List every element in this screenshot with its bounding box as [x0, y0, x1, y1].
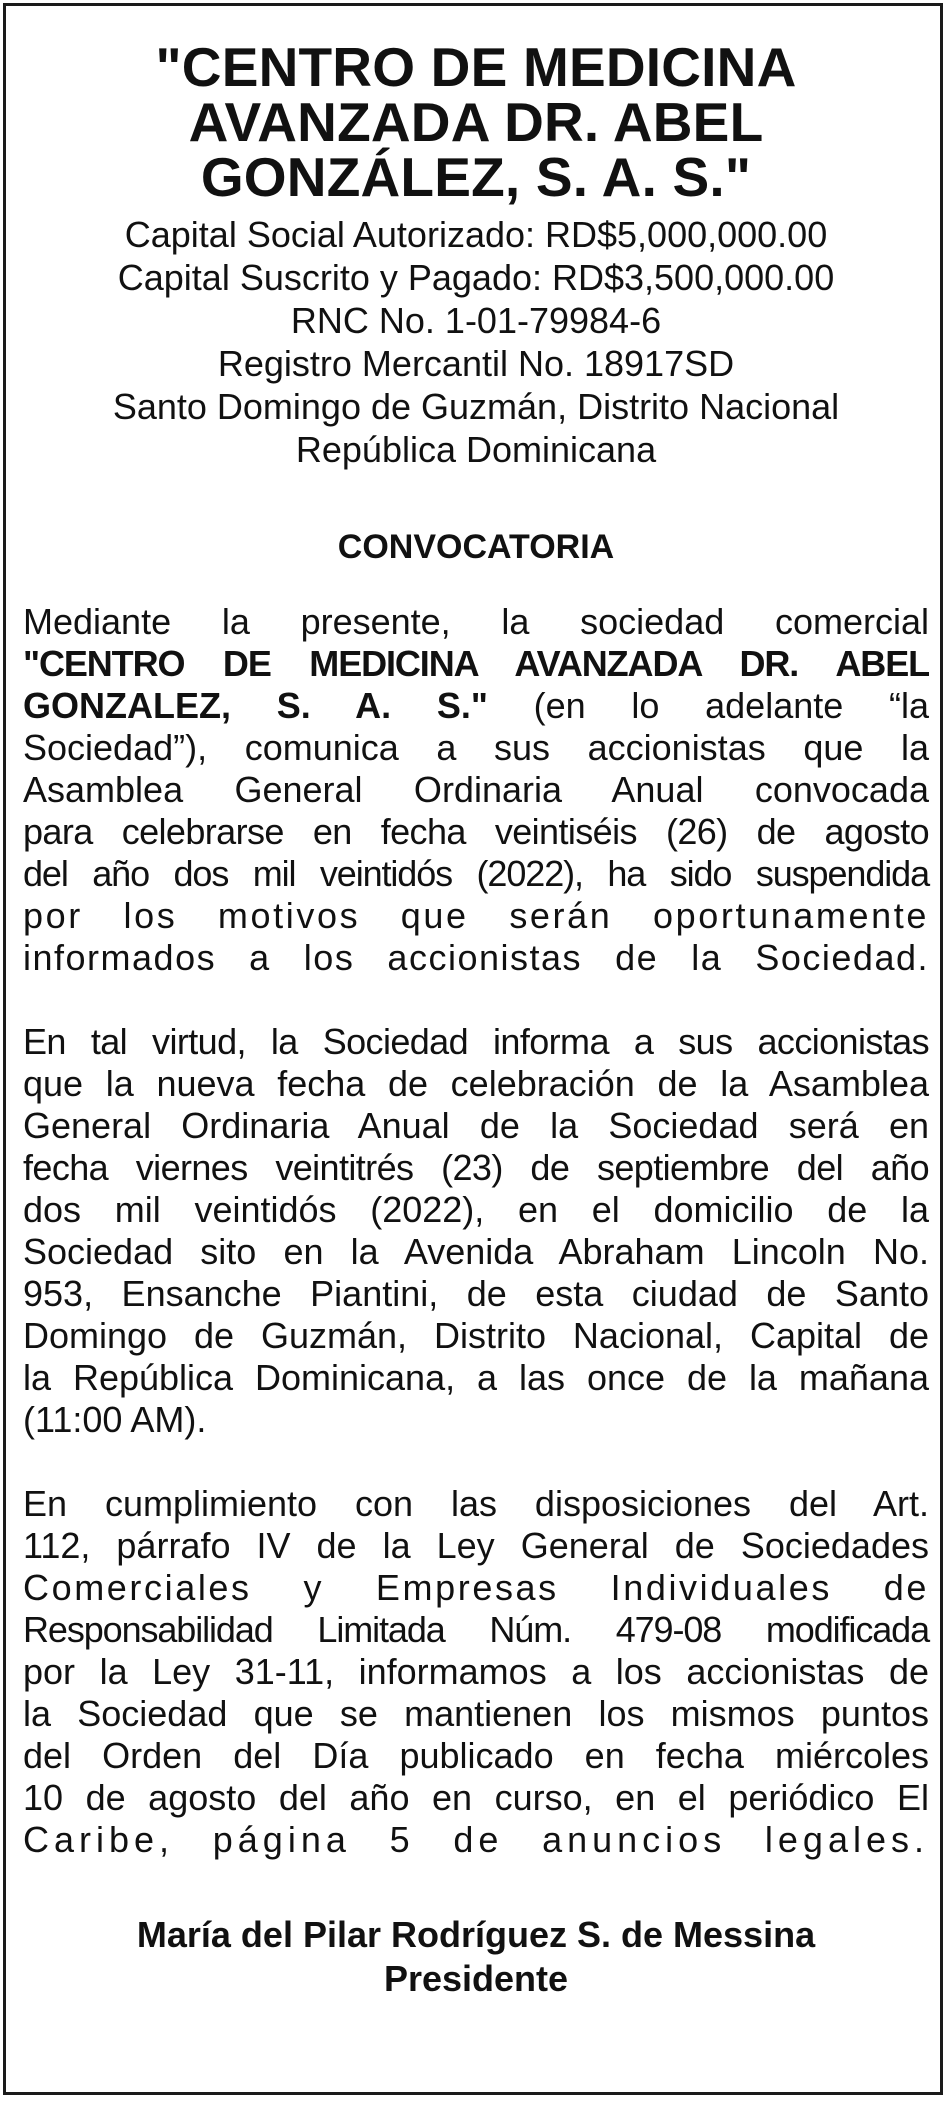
signatory-name: María del Pilar Rodríguez S. de Messina [136, 1914, 816, 1955]
company-name-bold: GONZALEZ, S. A. S." [23, 685, 488, 726]
paragraph-line: dos mil veintidós (2022), en el domicilio de la [23, 1189, 929, 1230]
paragraph-line: la República Dominicana, a las once de la mañana [23, 1357, 929, 1398]
signature-block [23, 1913, 929, 2001]
paragraph-line: Asamblea General Ordinaria Anual convocada [23, 769, 929, 810]
capital-subscribed: Capital Suscrito y Pagado: RD$3,500,000.00 [117, 257, 835, 298]
paragraph-line: Caribe, página 5 de anuncios legales. [23, 1819, 929, 1860]
paragraph-line: 112, párrafo IV de la Ley General de Sociedades [23, 1525, 929, 1566]
paragraph-line: (11:00 AM). [23, 1399, 207, 1440]
rnc-number: RNC No. 1-01-79984-6 [290, 300, 662, 341]
paragraph-line: la Sociedad que se mantienen los mismos puntos [23, 1693, 929, 1734]
paragraph-line: por los motivos que serán oportunamente [23, 895, 929, 936]
country: República Dominicana [295, 429, 657, 470]
paragraph-line: En tal virtud, la Sociedad informa a sus accionistas [23, 1021, 929, 1062]
paragraph-line: para celebrarse en fecha veintiséis (26) de agosto [23, 811, 929, 852]
company-name-bold: "CENTRO DE MEDICINA AVANZADA DR. ABEL [23, 643, 929, 684]
company-title-line: "CENTRO DE MEDICINA [155, 36, 797, 98]
paragraph-text: (en lo adelante “la [487, 685, 930, 726]
paragraph-line: 953, Ensanche Piantini, de esta ciudad de Santo [23, 1273, 929, 1314]
paragraph-line: por la Ley 31-11, informamos a los accionistas de [23, 1651, 929, 1692]
paragraph-line: del año dos mil veintidós (2022), ha sido suspendida [23, 853, 929, 894]
capital-authorized: Capital Social Autorizado: RD$5,000,000.00 [124, 214, 828, 255]
paragraph-line: Sociedad sito en la Avenida Abraham Lincoln No. [23, 1231, 929, 1272]
paragraph-new-date [23, 1021, 929, 1441]
company-title-line: GONZÁLEZ, S. A. S." [200, 146, 752, 208]
paragraph-suspension [23, 601, 929, 979]
company-info [23, 213, 929, 471]
paragraph-line-bold [23, 643, 929, 685]
paragraph-line: Responsabilidad Limitada Núm. 479-08 modificada [23, 1609, 929, 1650]
signatory-role: Presidente [383, 1958, 569, 1999]
paragraph-legal-basis [23, 1483, 929, 1861]
company-title-line: AVANZADA DR. ABEL [188, 91, 764, 153]
company-title [23, 36, 929, 208]
paragraph-line: General Ordinaria Anual de la Sociedad será en [23, 1105, 929, 1146]
paragraph-line: informados a los accionistas de la Sociedad. [23, 937, 929, 978]
paragraph-line: Mediante la presente, la sociedad comercial [23, 601, 929, 642]
notice-heading: CONVOCATORIA [337, 528, 615, 566]
paragraph-line: del Orden del Día publicado en fecha miércoles [23, 1735, 929, 1776]
mercantile-registry: Registro Mercantil No. 18917SD [217, 343, 735, 384]
city-location: Santo Domingo de Guzmán, Distrito Nacional [112, 386, 840, 427]
paragraph-line: 10 de agosto del año en curso, en el periódico El [23, 1777, 929, 1818]
legal-notice [23, 36, 930, 2001]
paragraph-line: fecha viernes veintitrés (23) de septiembre del año [23, 1147, 929, 1188]
paragraph-line: Comerciales y Empresas Individuales de [23, 1567, 929, 1608]
paragraph-line: Sociedad”), comunica a sus accionistas que la [23, 727, 929, 768]
paragraph-line: Domingo de Guzmán, Distrito Nacional, Capital de [23, 1315, 929, 1356]
paragraph-line: que la nueva fecha de celebración de la Asamblea [23, 1063, 929, 1104]
paragraph-line: En cumplimiento con las disposiciones del Art. [23, 1483, 929, 1524]
paragraph-line [23, 685, 929, 727]
